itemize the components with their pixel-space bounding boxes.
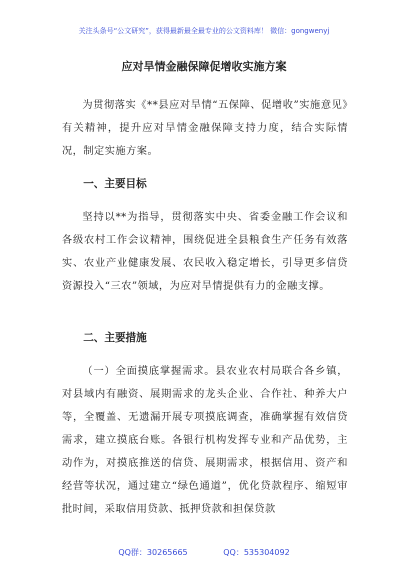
document-title: 应对旱情金融保障促增收实施方案 [121,60,287,73]
qq-group-number: 30265665 [146,548,188,557]
qq-group-label: QQ群： [118,548,147,557]
section-paragraph-goals: 坚持以**为指导，贯彻落实中央、省委金融工作会议和各级农村工作会议精神，围绕促进全县粮食生产任务有效落实、农业产业健康发展、农民收入稳定增长，引导更多信贷资源投入“三农”领域，为应对旱情提供有力的金融支撑。 [62,212,348,292]
section-heading-goals: 一、主要目标 [83,178,147,190]
section-heading-measures: 二、主要措施 [83,332,147,344]
section-paragraph-measures: （一）全面摸底掌握需求。县农业农村局联合各乡镇，对县域内有融资、展期需求的龙头企业、合作社、种养大户等，全覆盖、无遗漏开展专项摸底调查，准确掌握有效信贷需求，建立摸底台账。各银行机构发挥专业和产品优势，主动作为，对摸底推送的信贷、展期需求，根据信用、资产和经营等状况，通过建立“绿色通道”，优化贷款程序、缩短审批时间，采取信用贷款、抵押贷款和担保贷款 [62,366,348,515]
footer-contact [40,547,368,558]
qq-label: QQ： [223,548,244,557]
qq-number: 535304092 [243,548,290,557]
intro-paragraph: 为贯彻落实《**县应对旱情“五保障、促增收”实施意见》有关精神，提升应对旱情金融保障支持力度，结合实际情况，制定实施方案。 [62,100,348,157]
header-promo-note: 关注头条号“公文研究”，获得最新最全最专业的公文资料库！ 微信：gongwenyj [78,27,330,35]
